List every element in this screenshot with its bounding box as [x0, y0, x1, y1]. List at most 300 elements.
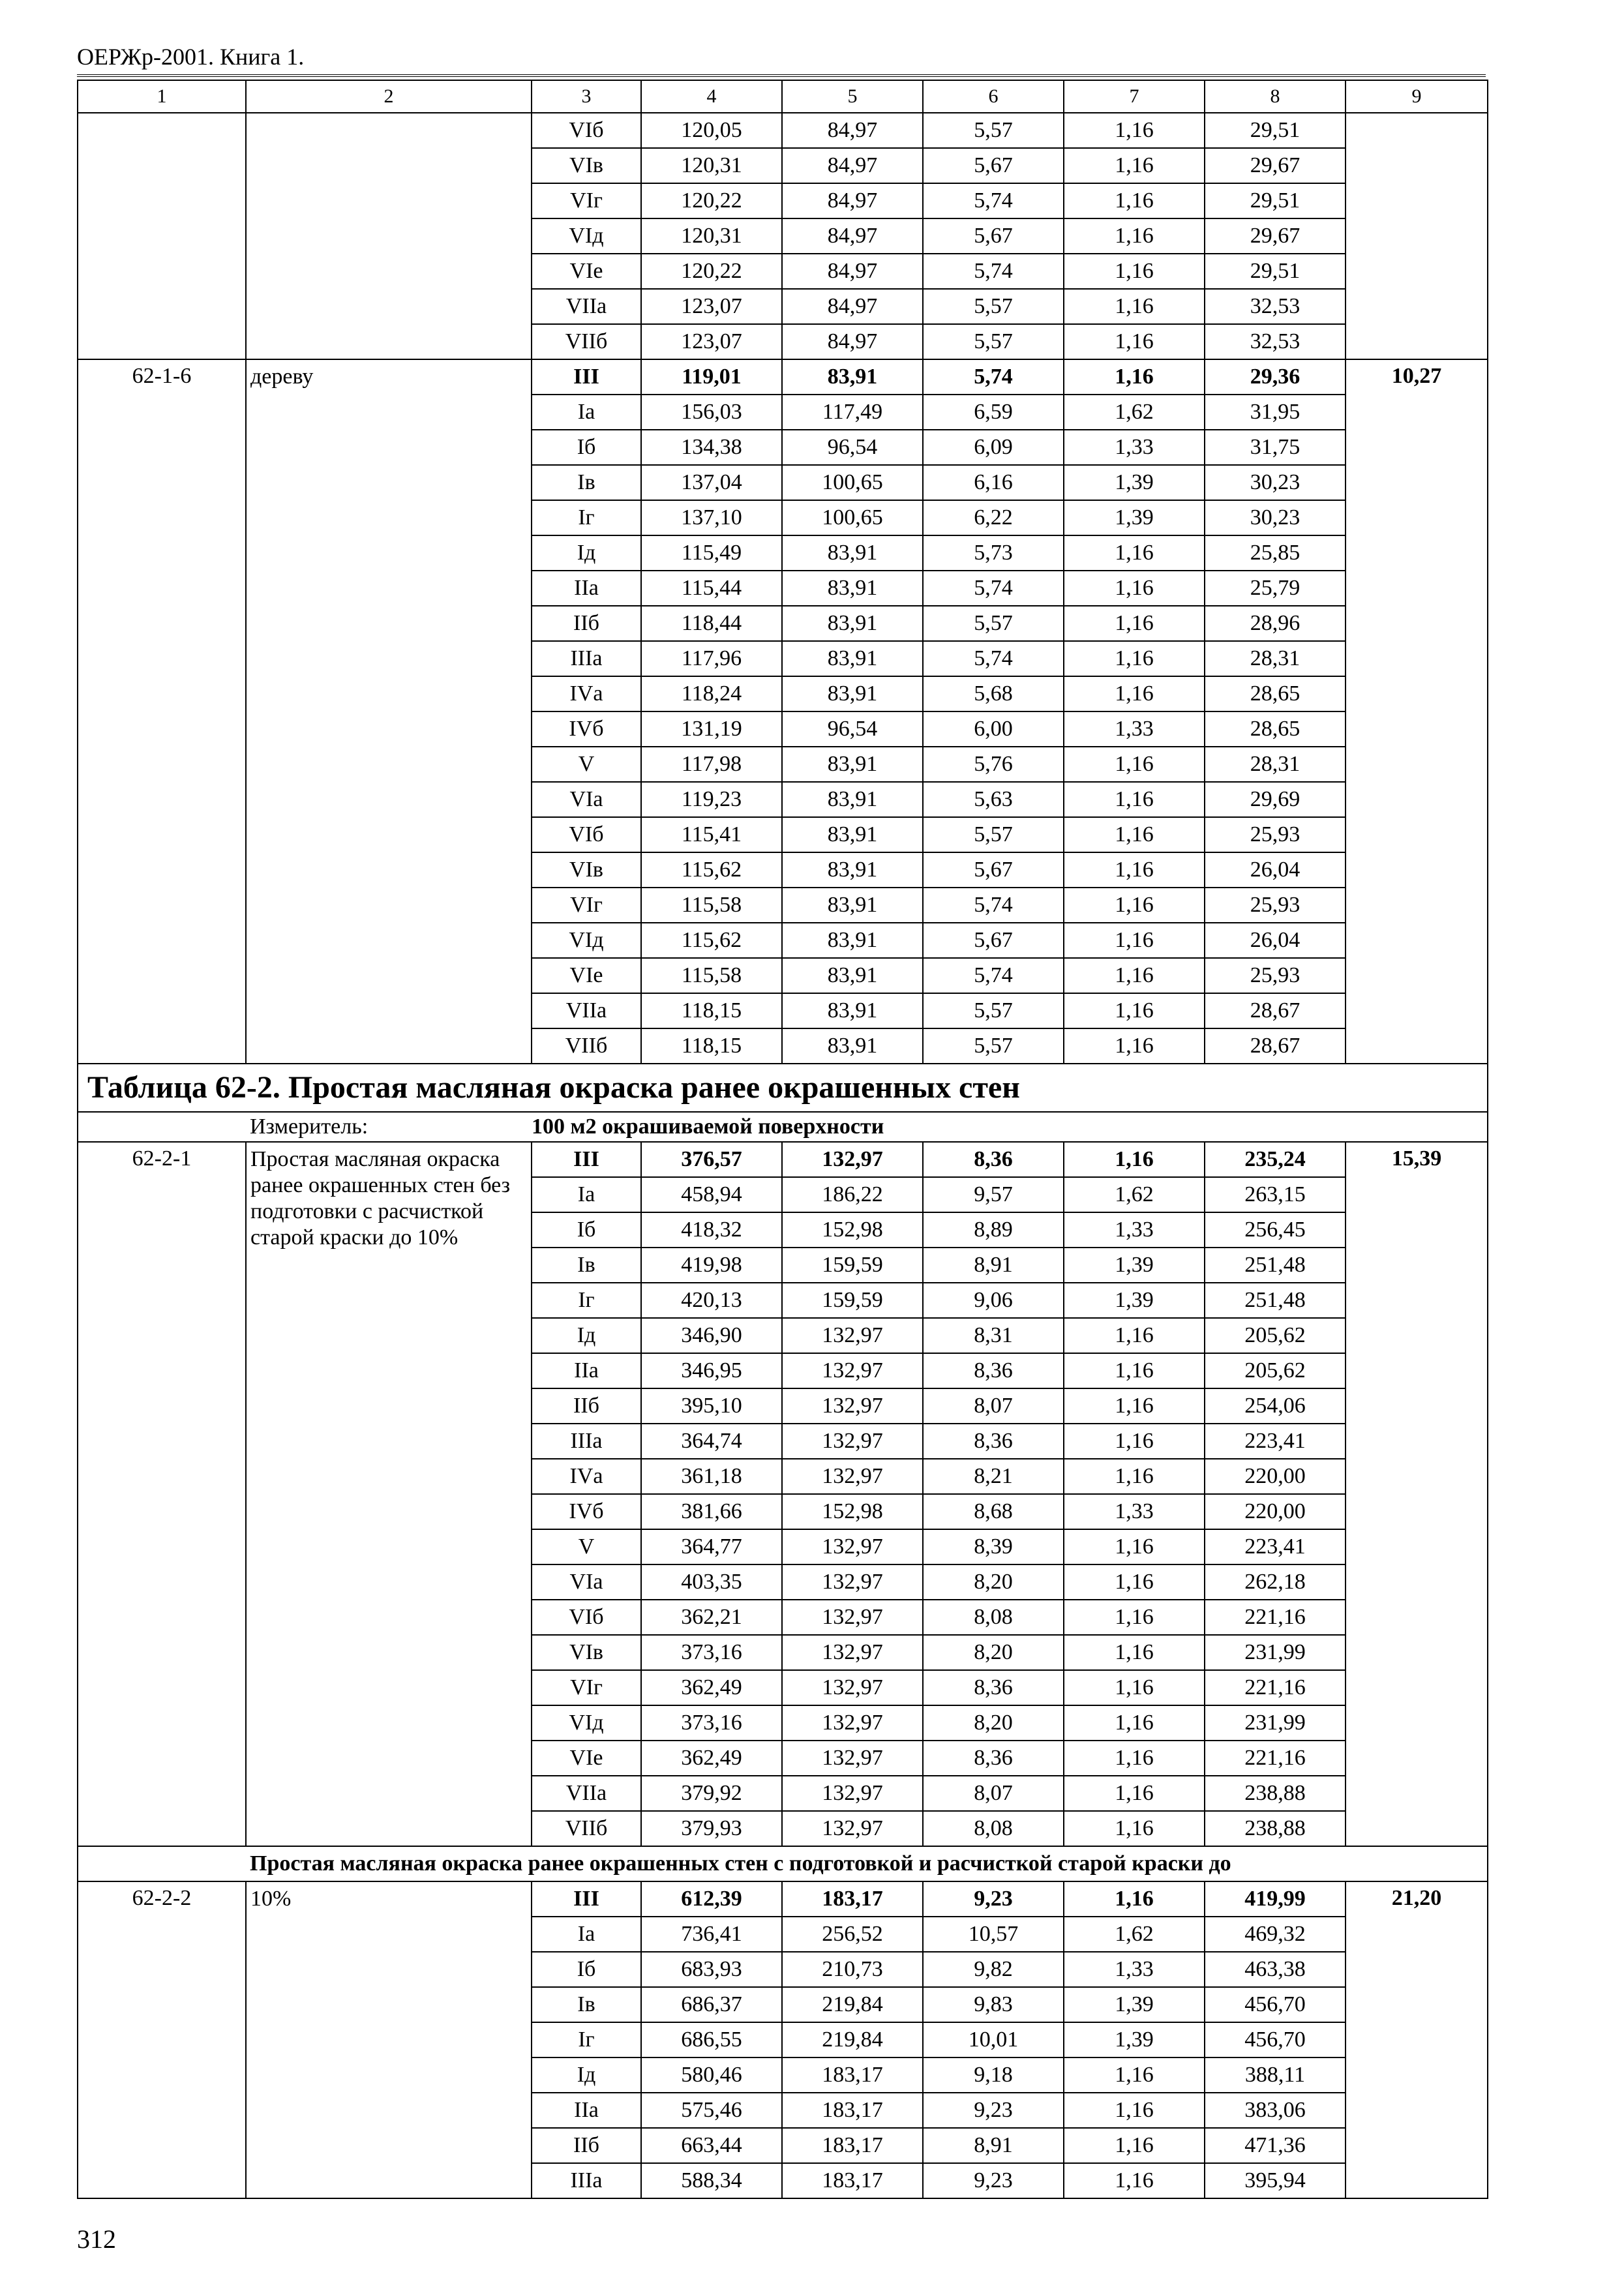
- value-cell: 663,44: [641, 2128, 782, 2163]
- value-cell: 28,67: [1205, 1028, 1346, 1064]
- value-cell: 362,21: [641, 1600, 782, 1635]
- value-cell: 231,99: [1205, 1635, 1346, 1670]
- value-cell: 28,31: [1205, 747, 1346, 782]
- value-cell: 118,15: [641, 993, 782, 1028]
- value-cell: 119,01: [641, 359, 782, 395]
- value-cell: 376,57: [641, 1142, 782, 1177]
- value-cell: 8,36: [923, 1353, 1064, 1388]
- value-cell: 28,96: [1205, 606, 1346, 641]
- value-cell: 183,17: [782, 2057, 923, 2093]
- value-cell: 5,57: [923, 324, 1064, 359]
- value-cell: 419,98: [641, 1248, 782, 1283]
- value-cell: 100,65: [782, 465, 923, 500]
- value-cell: 96,54: [782, 711, 923, 747]
- value-cell: 30,23: [1205, 465, 1346, 500]
- value-cell: 6,09: [923, 430, 1064, 465]
- value-cell: 119,23: [641, 782, 782, 817]
- value-cell: 456,70: [1205, 1987, 1346, 2022]
- value-cell: 28,65: [1205, 676, 1346, 711]
- value-cell: 379,93: [641, 1811, 782, 1846]
- rate-code: 62-2-1: [78, 1142, 246, 1846]
- section-caption-row: [78, 1846, 1488, 1881]
- column-number: 6: [923, 80, 1064, 113]
- zone-cell: IVб: [532, 1494, 641, 1529]
- value-cell: 1,16: [1064, 1388, 1205, 1424]
- zone-cell: IIIа: [532, 2163, 641, 2198]
- value-cell: 381,66: [641, 1494, 782, 1529]
- value-cell: 6,16: [923, 465, 1064, 500]
- section-caption: Простая масляная окраска ранее окрашенных стен с подготовкой и расчисткой старой краски до: [246, 1846, 1488, 1881]
- value-cell: 25,79: [1205, 571, 1346, 606]
- value-cell: 686,37: [641, 1987, 782, 2022]
- value-cell: 1,16: [1064, 2163, 1205, 2198]
- value-cell: 1,16: [1064, 1028, 1205, 1064]
- zone-cell: Iд: [532, 535, 641, 571]
- column-number: 9: [1346, 80, 1488, 113]
- value-cell: 1,16: [1064, 1600, 1205, 1635]
- value-cell: 132,97: [782, 1318, 923, 1353]
- value-cell: 5,74: [923, 888, 1064, 923]
- zone-cell: VIб: [532, 817, 641, 852]
- value-cell: 6,59: [923, 395, 1064, 430]
- value-cell: 364,77: [641, 1529, 782, 1564]
- value-cell: 5,73: [923, 535, 1064, 571]
- value-cell: 84,97: [782, 289, 923, 324]
- value-cell: 683,93: [641, 1952, 782, 1987]
- zone-cell: VIд: [532, 923, 641, 958]
- value-cell: 132,97: [782, 1388, 923, 1424]
- value-cell: 115,41: [641, 817, 782, 852]
- work-description: [246, 113, 532, 359]
- value-cell: 8,07: [923, 1388, 1064, 1424]
- value-cell: 5,68: [923, 676, 1064, 711]
- value-cell: 115,49: [641, 535, 782, 571]
- value-cell: 1,16: [1064, 2057, 1205, 2093]
- value-cell: 383,06: [1205, 2093, 1346, 2128]
- value-cell: 9,82: [923, 1952, 1064, 1987]
- zone-cell: VIг: [532, 888, 641, 923]
- value-cell: 1,16: [1064, 113, 1205, 148]
- value-cell: 1,16: [1064, 641, 1205, 676]
- value-cell: 1,16: [1064, 1564, 1205, 1600]
- zone-cell: IVа: [532, 676, 641, 711]
- value-cell: 420,13: [641, 1283, 782, 1318]
- zone-cell: V: [532, 1529, 641, 1564]
- value-cell: 1,39: [1064, 465, 1205, 500]
- value-cell: 123,07: [641, 289, 782, 324]
- value-cell: 1,16: [1064, 606, 1205, 641]
- value-cell: 83,91: [782, 571, 923, 606]
- value-cell: 1,16: [1064, 289, 1205, 324]
- zone-cell: Iг: [532, 1283, 641, 1318]
- value-cell: 32,53: [1205, 289, 1346, 324]
- running-header: ОЕРЖр-2001. Книга 1.: [77, 40, 1486, 77]
- value-cell: 235,24: [1205, 1142, 1346, 1177]
- value-cell: 83,91: [782, 606, 923, 641]
- zone-cell: VIе: [532, 254, 641, 289]
- value-cell: 463,38: [1205, 1952, 1346, 1987]
- extra-value: 21,20: [1346, 1881, 1488, 2198]
- value-cell: 83,91: [782, 817, 923, 852]
- value-cell: 469,32: [1205, 1917, 1346, 1952]
- extra-value: [1346, 113, 1488, 359]
- value-cell: 1,16: [1064, 1318, 1205, 1353]
- value-cell: 183,17: [782, 2128, 923, 2163]
- zone-cell: VIб: [532, 1600, 641, 1635]
- value-cell: 8,39: [923, 1529, 1064, 1564]
- value-cell: 1,33: [1064, 430, 1205, 465]
- value-cell: 5,67: [923, 148, 1064, 183]
- value-cell: 403,35: [641, 1564, 782, 1600]
- value-cell: 5,63: [923, 782, 1064, 817]
- value-cell: 1,16: [1064, 1811, 1205, 1846]
- value-cell: 1,16: [1064, 254, 1205, 289]
- value-cell: 1,16: [1064, 1529, 1205, 1564]
- value-cell: 26,04: [1205, 852, 1346, 888]
- value-cell: 254,06: [1205, 1388, 1346, 1424]
- zone-cell: Iв: [532, 1987, 641, 2022]
- value-cell: 8,21: [923, 1459, 1064, 1494]
- value-cell: 183,17: [782, 2093, 923, 2128]
- value-cell: 223,41: [1205, 1529, 1346, 1564]
- zone-cell: Iд: [532, 2057, 641, 2093]
- extra-value: 15,39: [1346, 1142, 1488, 1846]
- value-cell: 8,20: [923, 1564, 1064, 1600]
- value-cell: 115,58: [641, 888, 782, 923]
- table-row: [78, 359, 1488, 395]
- rate-code: 62-2-2: [78, 1881, 246, 2198]
- zone-cell: Iб: [532, 1212, 641, 1248]
- value-cell: 120,22: [641, 254, 782, 289]
- value-cell: 84,97: [782, 324, 923, 359]
- value-cell: 132,97: [782, 1600, 923, 1635]
- value-cell: 5,74: [923, 571, 1064, 606]
- unit-spacer: [78, 1112, 246, 1142]
- zone-cell: Iа: [532, 1917, 641, 1952]
- value-cell: 5,67: [923, 852, 1064, 888]
- value-cell: 9,23: [923, 2163, 1064, 2198]
- value-cell: 83,91: [782, 535, 923, 571]
- value-cell: 1,16: [1064, 1353, 1205, 1388]
- value-cell: 132,97: [782, 1459, 923, 1494]
- value-cell: 132,97: [782, 1635, 923, 1670]
- value-cell: 132,97: [782, 1424, 923, 1459]
- value-cell: 5,57: [923, 1028, 1064, 1064]
- value-cell: 395,10: [641, 1388, 782, 1424]
- value-cell: 117,98: [641, 747, 782, 782]
- zone-cell: IIIа: [532, 641, 641, 676]
- value-cell: 1,16: [1064, 1881, 1205, 1917]
- zone-cell: III: [532, 1142, 641, 1177]
- zone-cell: Iд: [532, 1318, 641, 1353]
- value-cell: 262,18: [1205, 1564, 1346, 1600]
- zone-cell: III: [532, 1881, 641, 1917]
- zone-cell: IIб: [532, 2128, 641, 2163]
- value-cell: 251,48: [1205, 1248, 1346, 1283]
- value-cell: 186,22: [782, 1177, 923, 1212]
- value-cell: 156,03: [641, 395, 782, 430]
- value-cell: 5,74: [923, 183, 1064, 218]
- value-cell: 115,62: [641, 852, 782, 888]
- value-cell: 118,44: [641, 606, 782, 641]
- value-cell: 83,91: [782, 782, 923, 817]
- value-cell: 220,00: [1205, 1494, 1346, 1529]
- value-cell: 83,91: [782, 1028, 923, 1064]
- value-cell: 84,97: [782, 148, 923, 183]
- value-cell: 1,39: [1064, 2022, 1205, 2057]
- value-cell: 132,97: [782, 1705, 923, 1741]
- value-cell: 346,90: [641, 1318, 782, 1353]
- value-cell: 132,97: [782, 1564, 923, 1600]
- column-number: 8: [1205, 80, 1346, 113]
- value-cell: 1,16: [1064, 571, 1205, 606]
- value-cell: 83,91: [782, 747, 923, 782]
- value-cell: 1,33: [1064, 1494, 1205, 1529]
- value-cell: 29,67: [1205, 218, 1346, 254]
- value-cell: 1,16: [1064, 148, 1205, 183]
- value-cell: 132,97: [782, 1353, 923, 1388]
- value-cell: 83,91: [782, 888, 923, 923]
- zone-cell: IIа: [532, 2093, 641, 2128]
- value-cell: 223,41: [1205, 1424, 1346, 1459]
- value-cell: 25,93: [1205, 817, 1346, 852]
- value-cell: 8,91: [923, 1248, 1064, 1283]
- value-cell: 1,39: [1064, 500, 1205, 535]
- value-cell: 1,16: [1064, 1635, 1205, 1670]
- unit-value: 100 м2 окрашиваемой поверхности: [532, 1112, 1488, 1142]
- value-cell: 6,22: [923, 500, 1064, 535]
- zone-cell: V: [532, 747, 641, 782]
- value-cell: 132,97: [782, 1529, 923, 1564]
- value-cell: 83,91: [782, 958, 923, 993]
- value-cell: 364,74: [641, 1424, 782, 1459]
- value-cell: 1,39: [1064, 1283, 1205, 1318]
- value-cell: 183,17: [782, 2163, 923, 2198]
- value-cell: 256,52: [782, 1917, 923, 1952]
- column-number: 1: [78, 80, 246, 113]
- value-cell: 8,31: [923, 1318, 1064, 1353]
- value-cell: 1,62: [1064, 1177, 1205, 1212]
- value-cell: 1,16: [1064, 1741, 1205, 1776]
- value-cell: 132,97: [782, 1670, 923, 1705]
- value-cell: 183,17: [782, 1881, 923, 1917]
- column-number-row: [78, 80, 1488, 113]
- value-cell: 1,16: [1064, 1459, 1205, 1494]
- value-cell: 115,44: [641, 571, 782, 606]
- value-cell: 1,16: [1064, 183, 1205, 218]
- zone-cell: Iв: [532, 1248, 641, 1283]
- zone-cell: VIг: [532, 183, 641, 218]
- value-cell: 83,91: [782, 359, 923, 395]
- value-cell: 346,95: [641, 1353, 782, 1388]
- value-cell: 115,58: [641, 958, 782, 993]
- value-cell: 580,46: [641, 2057, 782, 2093]
- value-cell: 1,16: [1064, 676, 1205, 711]
- table-row: [78, 1881, 1488, 1917]
- zone-cell: VIа: [532, 782, 641, 817]
- value-cell: 5,74: [923, 359, 1064, 395]
- value-cell: 10,01: [923, 2022, 1064, 2057]
- value-cell: 8,08: [923, 1600, 1064, 1635]
- work-description: Простая масляная окраска ранее окрашенных стен без подготовки с расчисткой старой краски до 10%: [246, 1142, 532, 1846]
- unit-label: Измеритель:: [246, 1112, 532, 1142]
- value-cell: 83,91: [782, 923, 923, 958]
- value-cell: 362,49: [641, 1670, 782, 1705]
- zone-cell: Iб: [532, 1952, 641, 1987]
- value-cell: 134,38: [641, 430, 782, 465]
- value-cell: 10,57: [923, 1917, 1064, 1952]
- value-cell: 152,98: [782, 1212, 923, 1248]
- value-cell: 5,67: [923, 923, 1064, 958]
- value-cell: 686,55: [641, 2022, 782, 2057]
- value-cell: 1,16: [1064, 1670, 1205, 1705]
- value-cell: 5,57: [923, 606, 1064, 641]
- value-cell: 8,20: [923, 1705, 1064, 1741]
- zone-cell: VIIб: [532, 1811, 641, 1846]
- value-cell: 5,74: [923, 958, 1064, 993]
- value-cell: 395,94: [1205, 2163, 1346, 2198]
- zone-cell: VIд: [532, 218, 641, 254]
- value-cell: 251,48: [1205, 1283, 1346, 1318]
- value-cell: 1,33: [1064, 711, 1205, 747]
- rate-code: 62-1-6: [78, 359, 246, 1064]
- value-cell: 159,59: [782, 1248, 923, 1283]
- page-number: 312: [77, 2224, 116, 2254]
- work-description: 10%: [246, 1881, 532, 2198]
- value-cell: 1,16: [1064, 1142, 1205, 1177]
- value-cell: 1,16: [1064, 535, 1205, 571]
- value-cell: 362,49: [641, 1741, 782, 1776]
- value-cell: 5,57: [923, 289, 1064, 324]
- value-cell: 1,16: [1064, 218, 1205, 254]
- value-cell: 1,16: [1064, 888, 1205, 923]
- value-cell: 25,93: [1205, 888, 1346, 923]
- zone-cell: IIб: [532, 606, 641, 641]
- value-cell: 84,97: [782, 183, 923, 218]
- value-cell: 123,07: [641, 324, 782, 359]
- value-cell: 29,67: [1205, 148, 1346, 183]
- value-cell: 8,20: [923, 1635, 1064, 1670]
- value-cell: 256,45: [1205, 1212, 1346, 1248]
- value-cell: 5,57: [923, 113, 1064, 148]
- value-cell: 5,74: [923, 641, 1064, 676]
- value-cell: 8,07: [923, 1776, 1064, 1811]
- table-row: [78, 1142, 1488, 1177]
- value-cell: 9,18: [923, 2057, 1064, 2093]
- value-cell: 5,74: [923, 254, 1064, 289]
- value-cell: 373,16: [641, 1635, 782, 1670]
- value-cell: 132,97: [782, 1811, 923, 1846]
- zone-cell: VIв: [532, 148, 641, 183]
- zone-cell: VIд: [532, 1705, 641, 1741]
- zone-cell: IVб: [532, 711, 641, 747]
- value-cell: 205,62: [1205, 1318, 1346, 1353]
- value-cell: 5,57: [923, 817, 1064, 852]
- value-cell: 612,39: [641, 1881, 782, 1917]
- value-cell: 238,88: [1205, 1776, 1346, 1811]
- value-cell: 115,62: [641, 923, 782, 958]
- value-cell: 8,36: [923, 1142, 1064, 1177]
- value-cell: 471,36: [1205, 2128, 1346, 2163]
- value-cell: 120,05: [641, 113, 782, 148]
- zone-cell: IIIа: [532, 1424, 641, 1459]
- value-cell: 1,16: [1064, 2093, 1205, 2128]
- zone-cell: Iа: [532, 395, 641, 430]
- value-cell: 238,88: [1205, 1811, 1346, 1846]
- zone-cell: VIг: [532, 1670, 641, 1705]
- value-cell: 1,33: [1064, 1952, 1205, 1987]
- value-cell: 419,99: [1205, 1881, 1346, 1917]
- value-cell: 29,51: [1205, 183, 1346, 218]
- value-cell: 28,65: [1205, 711, 1346, 747]
- value-cell: 221,16: [1205, 1670, 1346, 1705]
- zone-cell: Iг: [532, 2022, 641, 2057]
- value-cell: 132,97: [782, 1776, 923, 1811]
- value-cell: 84,97: [782, 113, 923, 148]
- value-cell: 83,91: [782, 852, 923, 888]
- value-cell: 29,36: [1205, 359, 1346, 395]
- zone-cell: IIа: [532, 1353, 641, 1388]
- price-table: [77, 80, 1488, 2199]
- value-cell: 29,51: [1205, 254, 1346, 289]
- value-cell: 5,67: [923, 218, 1064, 254]
- zone-cell: Iв: [532, 465, 641, 500]
- zone-cell: Iг: [532, 500, 641, 535]
- value-cell: 31,75: [1205, 430, 1346, 465]
- value-cell: 26,04: [1205, 923, 1346, 958]
- value-cell: 8,36: [923, 1741, 1064, 1776]
- value-cell: 1,16: [1064, 923, 1205, 958]
- value-cell: 221,16: [1205, 1741, 1346, 1776]
- value-cell: 1,16: [1064, 1776, 1205, 1811]
- value-cell: 118,24: [641, 676, 782, 711]
- zone-cell: Iа: [532, 1177, 641, 1212]
- value-cell: 30,23: [1205, 500, 1346, 535]
- value-cell: 84,97: [782, 254, 923, 289]
- value-cell: 159,59: [782, 1283, 923, 1318]
- value-cell: 219,84: [782, 1987, 923, 2022]
- zone-cell: VIIа: [532, 1776, 641, 1811]
- value-cell: 418,32: [641, 1212, 782, 1248]
- zone-cell: III: [532, 359, 641, 395]
- value-cell: 28,31: [1205, 641, 1346, 676]
- value-cell: 9,83: [923, 1987, 1064, 2022]
- value-cell: 1,39: [1064, 1987, 1205, 2022]
- zone-cell: VIв: [532, 1635, 641, 1670]
- table-row: [78, 113, 1488, 148]
- value-cell: 1,16: [1064, 782, 1205, 817]
- extra-value: 10,27: [1346, 359, 1488, 1064]
- work-description: дереву: [246, 359, 532, 1064]
- value-cell: 83,91: [782, 993, 923, 1028]
- column-number: 5: [782, 80, 923, 113]
- value-cell: 120,22: [641, 183, 782, 218]
- value-cell: 231,99: [1205, 1705, 1346, 1741]
- value-cell: 221,16: [1205, 1600, 1346, 1635]
- value-cell: 575,46: [641, 2093, 782, 2128]
- value-cell: 5,57: [923, 993, 1064, 1028]
- value-cell: 361,18: [641, 1459, 782, 1494]
- value-cell: 117,49: [782, 395, 923, 430]
- zone-cell: VIIб: [532, 324, 641, 359]
- unit-row: [78, 1112, 1488, 1142]
- value-cell: 388,11: [1205, 2057, 1346, 2093]
- value-cell: 132,97: [782, 1741, 923, 1776]
- value-cell: 1,62: [1064, 1917, 1205, 1952]
- table-title-row: [78, 1064, 1488, 1112]
- value-cell: 1,16: [1064, 747, 1205, 782]
- value-cell: 6,00: [923, 711, 1064, 747]
